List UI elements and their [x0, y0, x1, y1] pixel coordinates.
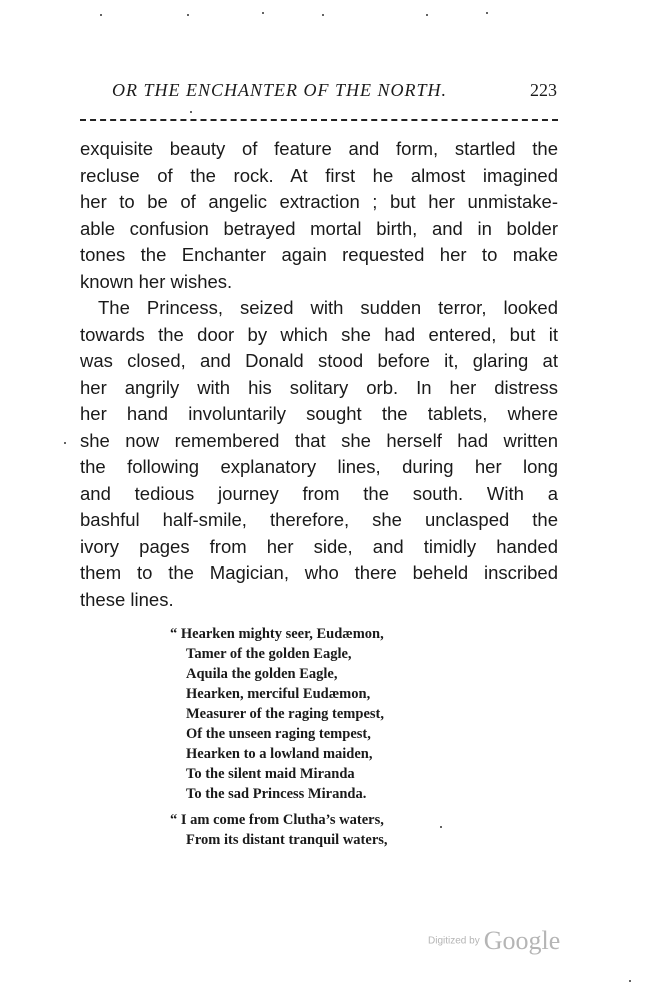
verse-line: To the silent maid Miranda: [186, 766, 355, 782]
scan-speck: [190, 111, 192, 113]
text-line: her hand involuntarily sought the tablets, where: [80, 403, 558, 424]
verse-line: Hearken to a lowland maiden,: [186, 746, 373, 762]
scan-speck: [486, 12, 488, 14]
text-line: ivory pages from her side, and timidly handed: [80, 535, 558, 557]
text-line: The Princess, seized with sudden terror, looked: [98, 297, 558, 318]
digitized-by-google-watermark: [428, 926, 560, 956]
text-line: able confusion betrayed mortal birth, and in bolder: [80, 217, 558, 239]
verse-line: Measurer of the raging tempest,: [186, 706, 384, 722]
text-line: her angrily with his solitary orb. In her distress: [80, 376, 558, 398]
text-line: and tedious journey from the south. With a: [80, 482, 558, 504]
watermark-prefix: Digitized by: [428, 935, 480, 947]
text-line: these lines.: [80, 588, 174, 610]
scan-speck: [187, 14, 189, 16]
header-rule: [80, 119, 558, 121]
text-line: bashful half-smile, therefore, she unclasped the: [80, 509, 558, 530]
page-number: 223: [530, 80, 557, 100]
text-line: known her wishes.: [80, 270, 233, 292]
verse-line: Hearken, merciful Eudæmon,: [186, 686, 371, 702]
verse-line: To the sad Princess Miranda.: [186, 786, 367, 802]
text-line: recluse of the rock. At first he almost imagined: [80, 164, 558, 186]
verse-line: Aquila the golden Eagle,: [186, 666, 338, 682]
scan-speck: [629, 980, 631, 982]
scan-speck: [262, 12, 264, 14]
scan-speck: [426, 14, 428, 16]
verse-line: “ Hearken mighty seer, Eudæmon,: [170, 626, 384, 642]
text-line: tones the Enchanter again requested her to make: [80, 244, 558, 265]
scan-speck: [100, 14, 102, 16]
text-line: the following explanatory lines, during her long: [80, 456, 558, 477]
verse-line: “ I am come from Clutha’s waters,: [170, 812, 384, 828]
scan-speck: [440, 826, 442, 828]
text-line: exquisite beauty of feature and form, startled the: [80, 138, 558, 159]
scan-speck: [64, 442, 66, 444]
text-line: she now remembered that she herself had written: [80, 429, 558, 451]
verse-stanza-2: [170, 810, 388, 850]
verse-line: Tamer of the golden Eagle,: [186, 646, 352, 662]
verse-line: Of the unseen raging tempest,: [186, 726, 371, 742]
scan-speck: [322, 14, 324, 16]
body-text: [80, 136, 558, 613]
text-line: them to the Magician, who there beheld inscribed: [80, 562, 558, 583]
text-line: was closed, and Donald stood before it, glaring at: [80, 350, 558, 371]
text-line: towards the door by which she had entered, but it: [80, 323, 558, 345]
running-title: OR THE ENCHANTER OF THE NORTH.: [112, 80, 448, 100]
verse-stanza-1: [170, 624, 384, 804]
verse-line: From its distant tranquil waters,: [186, 832, 388, 848]
google-logo: Google: [483, 926, 561, 955]
text-line: her to be of angelic extraction ; but her unmistake-: [80, 191, 558, 212]
